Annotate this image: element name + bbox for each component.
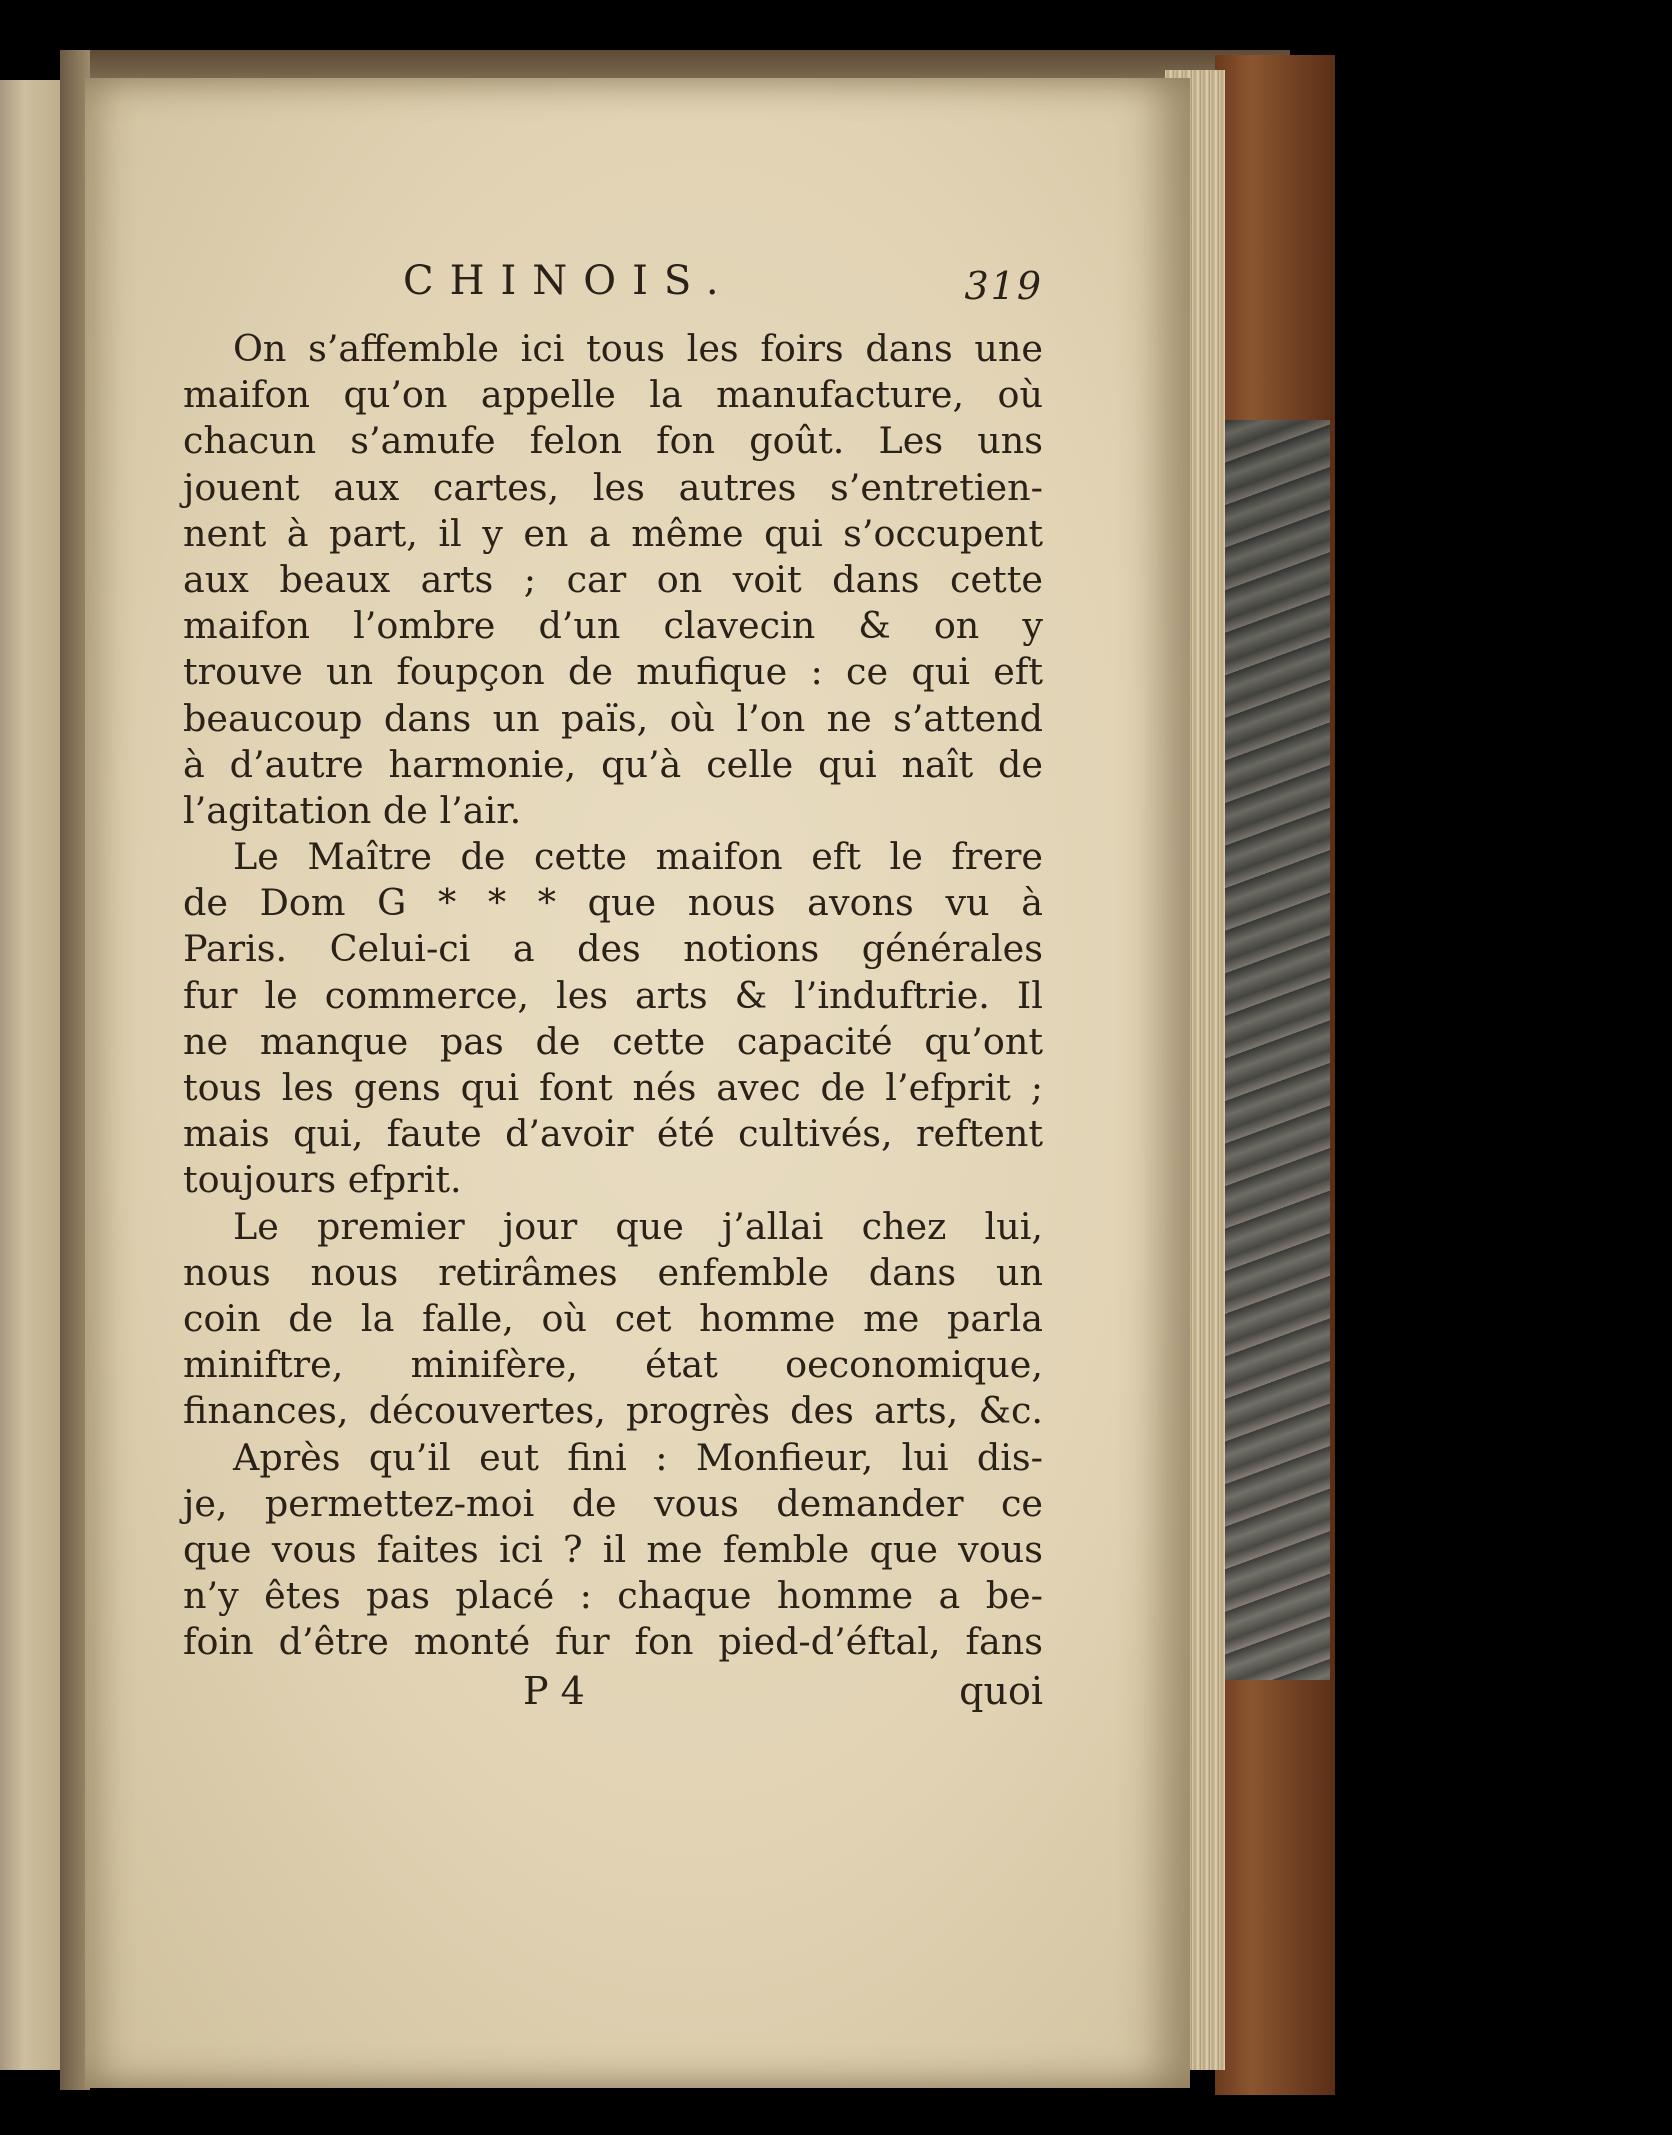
text-line: nous nous retirâmes enfemble dans un (183, 1250, 1043, 1294)
page-number: 319 (964, 264, 1043, 308)
text-line: tous les gens qui font nés avec de l’efprit ; (183, 1066, 1043, 1109)
text-line: chacun s’amufe felon fon goût. Les uns (183, 419, 1043, 463)
text-line: toujours efprit. (183, 1158, 462, 1202)
marbled-board (1225, 420, 1330, 1680)
text-line: fur le commerce, les arts & l’induftrie. Il (183, 973, 1043, 1017)
catchword: quoi (959, 1669, 1043, 1714)
text-line: l’agitation de l’air. (183, 788, 522, 832)
text-line: Le Maître de cette maifon eft le frere (233, 835, 1043, 879)
text-line: mais qui, faute d’avoir été cultivés, reftent (183, 1112, 1043, 1156)
text-line: nent à part, il y en a même qui s’occupent (183, 511, 1043, 555)
body-text (183, 326, 1043, 1665)
text-line: maifon qu’on appelle la manufacture, où (183, 373, 1043, 417)
text-line: jouent aux cartes, les autres s’entretien- (183, 465, 1043, 509)
text-line: à d’autre harmonie, qu’à celle qui naît de (183, 742, 1043, 786)
page-footer (183, 1669, 1043, 1729)
text-line: foin d’être monté fur fon pied-d’éftal, fans (183, 1620, 1043, 1664)
text-line: je, permettez-moi de vous demander ce (183, 1481, 1043, 1525)
text-line: trouve un foupçon de mufique : ce qui eft (183, 650, 1043, 694)
signature-mark: P 4 (523, 1669, 585, 1714)
text-line: n’y êtes pas placé : chaque homme a be- (183, 1574, 1043, 1618)
text-line: maifon l’ombre d’un clavecin & on y (183, 604, 1043, 648)
text-line: On s’affemble ici tous les foirs dans une (233, 327, 1043, 370)
text-block (183, 250, 1043, 1729)
text-line: Le premier jour que j’allai chez lui, (233, 1204, 1043, 1248)
running-head (183, 250, 1043, 326)
text-line: Après qu’il eut fini : Monfieur, lui dis- (233, 1435, 1043, 1479)
text-line: beaucoup dans un païs, où l’on ne s’attend (183, 696, 1043, 740)
text-line: Paris. Celui-ci a des notions générales (183, 927, 1043, 971)
text-line: de Dom G * * * que nous avons vu à (183, 881, 1043, 925)
text-line: que vous faites ici ? il me femble que vous (183, 1527, 1043, 1571)
text-line: coin de la falle, où cet homme me parla (183, 1296, 1043, 1340)
facing-page-edge (0, 80, 60, 2070)
text-line: finances, découvertes, progrès des arts, &c. (183, 1389, 1043, 1433)
text-line: aux beaux arts ; car on voit dans cette (183, 557, 1043, 601)
text-line: miniftre, minifère, état oeconomique, (183, 1343, 1043, 1387)
text-line: ne manque pas de cette capacité qu’ont (183, 1019, 1043, 1063)
running-title: CHINOIS. (403, 258, 735, 304)
